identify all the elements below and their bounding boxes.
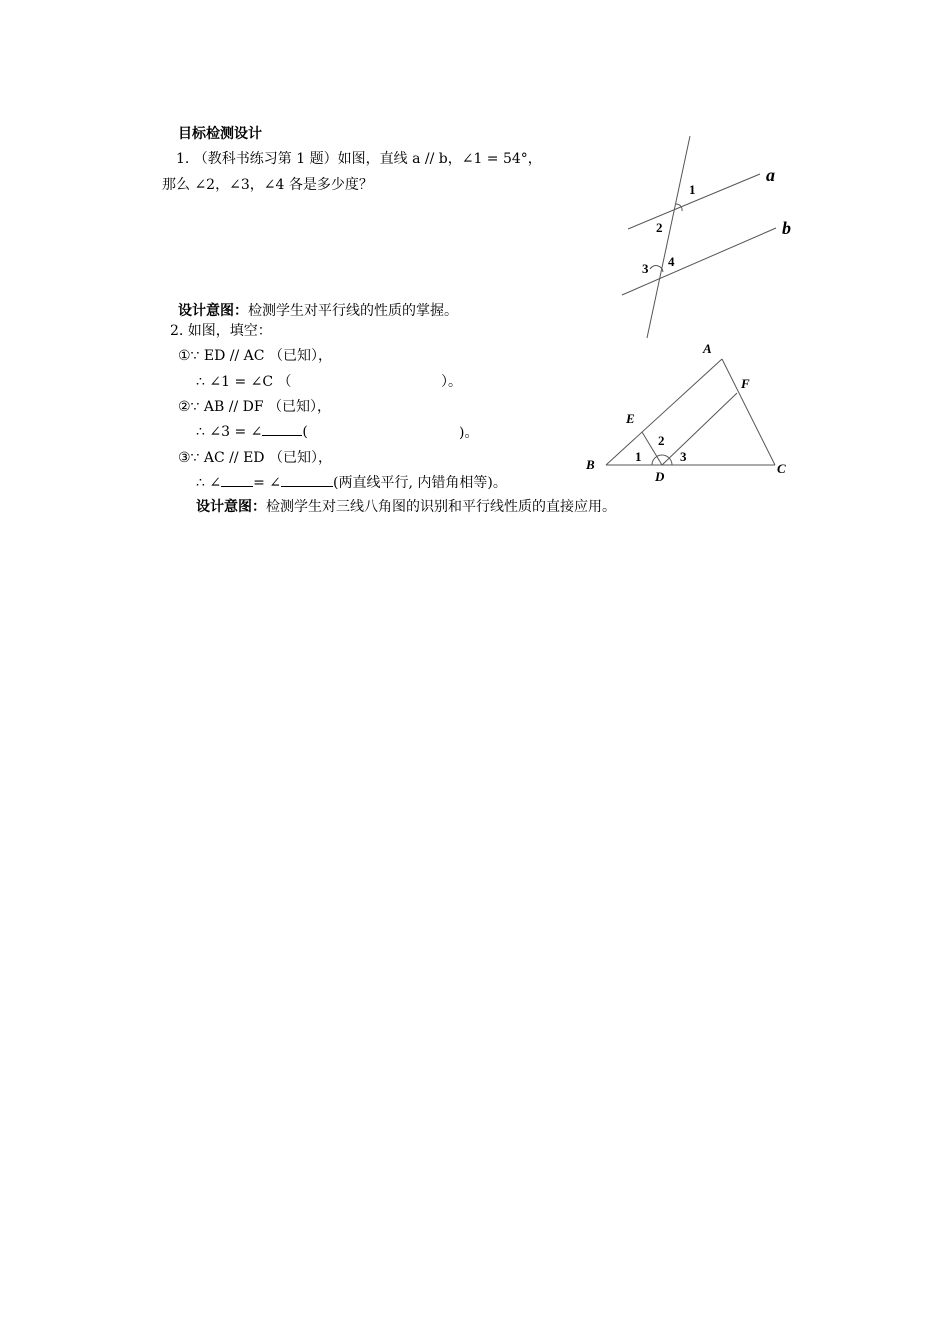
q2-line6-text: ∴ ∠ bbox=[196, 475, 222, 491]
q2-blank-2[interactable] bbox=[221, 473, 253, 487]
angle-arc-d bbox=[652, 455, 672, 465]
q1-line2: 那么 ∠2，∠3，∠4 各是多少度？ bbox=[162, 177, 373, 193]
vertex-a: A bbox=[703, 341, 712, 356]
fig1-label-4: 4 bbox=[668, 254, 675, 269]
q2-line4 bbox=[196, 422, 308, 440]
q2-blank-3[interactable] bbox=[281, 473, 333, 487]
q2-line2a: ∴ ∠1 = ∠C （ bbox=[196, 374, 292, 390]
vertex-f: F bbox=[741, 376, 750, 391]
vertex-c: C bbox=[777, 461, 786, 476]
q2-line4-close: )。 bbox=[459, 425, 479, 441]
q2-line4-text: ∴ ∠3 = ∠ bbox=[196, 424, 263, 440]
q2-blank-1[interactable] bbox=[262, 422, 302, 436]
fig2-label-3: 3 bbox=[680, 449, 687, 464]
q2-line4-paren: ( bbox=[302, 424, 308, 440]
q2-intent bbox=[196, 496, 616, 516]
q1-intent-label: 设计意图： bbox=[178, 303, 248, 319]
q2-line3: ②∵ AB // DF （已知）， bbox=[178, 399, 332, 415]
q1-line1: 1. （教科书练习第 1 题）如图，直线 a // b，∠1 = 54°， bbox=[176, 151, 542, 167]
section-title: 目标检测设计 bbox=[178, 126, 262, 142]
transversal-line bbox=[647, 136, 690, 338]
q2-intent-label: 设计意图： bbox=[196, 499, 266, 515]
q2-line6-reason: (两直线平行, 内错角相等)。 bbox=[333, 475, 507, 491]
q1-intent bbox=[178, 300, 458, 320]
vertex-d: D bbox=[655, 469, 665, 484]
fig1-line-a-label: a bbox=[766, 165, 775, 185]
fig2-label-2: 2 bbox=[658, 433, 665, 448]
fig1-label-1: 1 bbox=[689, 182, 696, 197]
fig1-label-2: 2 bbox=[656, 220, 663, 235]
fig2-label-1: 1 bbox=[635, 449, 642, 464]
side-ab bbox=[606, 359, 722, 465]
side-ac bbox=[722, 359, 775, 465]
q2-title: 2. 如图，填空： bbox=[170, 323, 272, 339]
fig1-label-3: 3 bbox=[642, 261, 649, 276]
q2-intent-text: 检测学生对三线八角图的识别和平行线性质的直接应用。 bbox=[266, 499, 616, 515]
q2-line1: ①∵ ED // AC （已知）， bbox=[178, 348, 332, 364]
figure-parallel-lines bbox=[610, 130, 800, 345]
vertex-b: B bbox=[586, 457, 595, 472]
figure-triangle bbox=[582, 337, 792, 484]
q2-line2b: ）。 bbox=[441, 374, 462, 390]
vertex-e: E bbox=[626, 411, 635, 426]
fig1-line-b-label: b bbox=[782, 218, 791, 238]
q2-line5: ③∵ AC // ED （已知）， bbox=[178, 450, 332, 466]
q1-intent-text: 检测学生对平行线的性质的掌握。 bbox=[248, 303, 458, 319]
q2-line6 bbox=[196, 472, 507, 492]
q2-line6-eq: = ∠ bbox=[253, 475, 282, 491]
